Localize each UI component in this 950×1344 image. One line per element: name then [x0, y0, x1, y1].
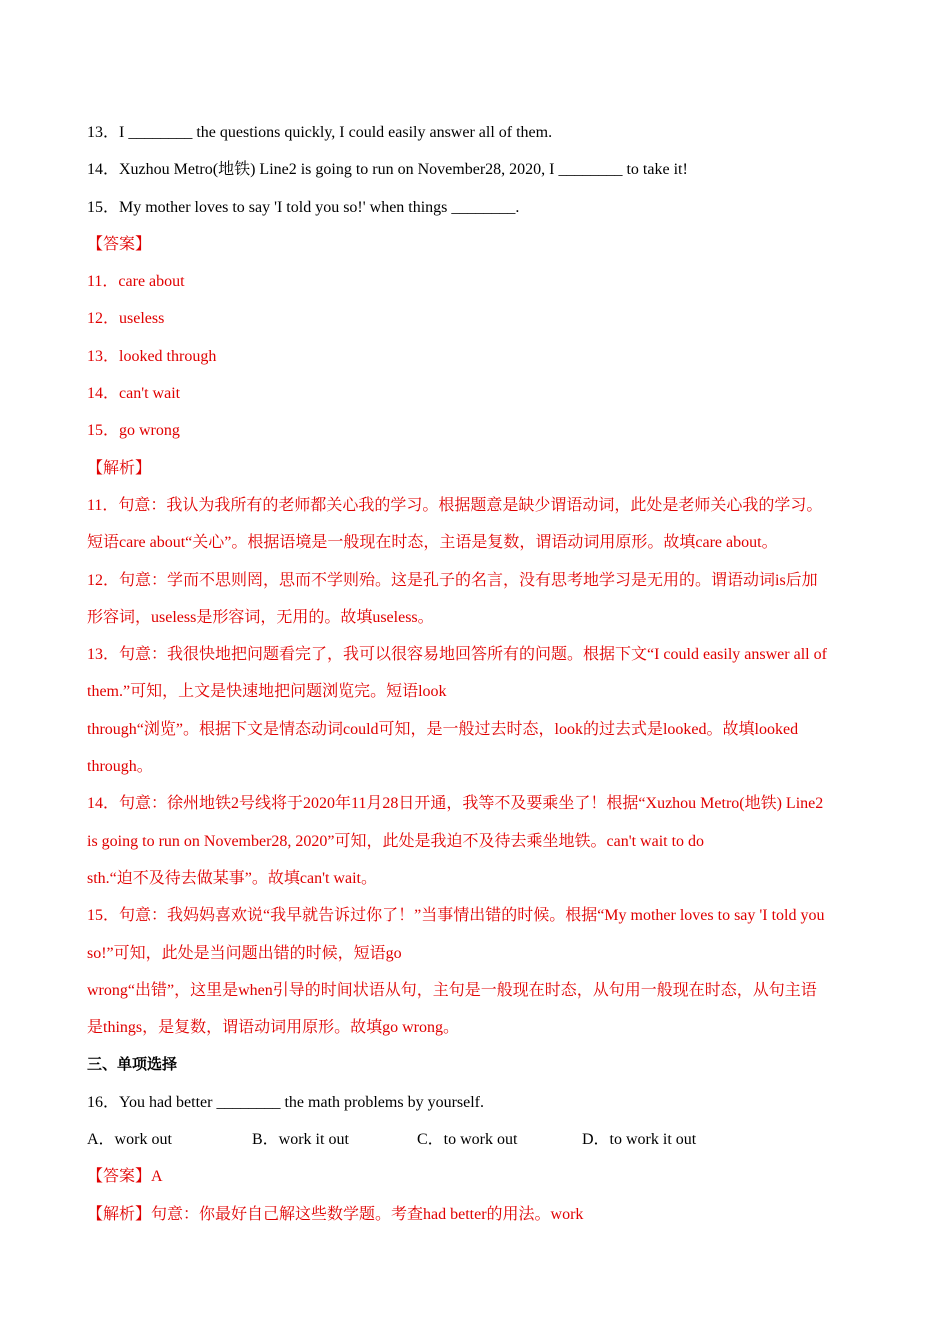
analysis-label: 【解析】 [87, 459, 152, 477]
answer-label: 【答案】 [87, 235, 152, 253]
analysis-line: 是things，是复数，谓语动词用原形。故填go wrong。 [87, 1019, 460, 1037]
answer-16-label: 【答案】 [87, 1168, 152, 1186]
analysis-line: them.”可知，上文是快速地把问题浏览完。短语look [87, 683, 447, 701]
answer-16-value: A [151, 1168, 163, 1186]
analysis-line: sth.“迫不及待去做某事”。故填can't wait。 [87, 869, 377, 887]
analysis-line: 11．句意：我认为我所有的老师都关心我的学习。根据题意是缺少谓语动词，此处是老师关心我的学习。 [87, 496, 823, 514]
document-content [87, 114, 877, 1233]
question-14: 14．Xuzhou Metro(地铁) Line2 is going to run on November28, 2020, I ________ to take it! [87, 161, 688, 179]
answer-14: 14．can't wait [87, 385, 181, 403]
analysis-line: 15．句意：我妈妈喜欢说“我早就告诉过你了！”当事情出错的时候。根据“My mother loves to say 'I told you [87, 907, 825, 925]
answer-13: 13．looked through [87, 347, 217, 365]
analysis-line: 14．句意：徐州地铁2号线将于2020年11月28日开通，我等不及要乘坐了！根据“Xuzhou Metro(地铁) Line2 [87, 795, 824, 813]
question-16: 16．You had better ________ the math problems by yourself. [87, 1093, 484, 1111]
question-13: 13．I ________ the questions quickly, I could easily answer all of them. [87, 124, 553, 141]
analysis-line: 短语care about“关心”。根据语境是一般现在时态，主语是复数，谓语动词用原形。故填care about。 [87, 534, 778, 552]
answer-11: 11．care about [87, 273, 185, 291]
option-c: C．to work out [417, 1131, 518, 1149]
analysis-16 [87, 1196, 877, 1233]
answer-15: 15．go wrong [87, 422, 180, 440]
analysis-line: 形容词，useless是形容词，无用的。故填useless。 [87, 608, 434, 626]
analysis-line: through“浏览”。根据下文是情态动词could可知，是一般过去时态，look的过去式是looked。故填looked [87, 720, 799, 738]
option-b: B．work it out [252, 1131, 349, 1149]
options-row [87, 1121, 877, 1158]
answer-12: 12．useless [87, 310, 165, 328]
analysis-line: so!”可知，此处是当问题出错的时候，短语go [87, 944, 402, 962]
section-heading: 三、单项选择 [87, 1055, 178, 1074]
option-d: D．to work it out [582, 1131, 697, 1149]
option-a: A．work out [87, 1131, 172, 1149]
analysis-16-text: 句意：你最好自己解这些数学题。考查had better的用法。work [151, 1205, 584, 1223]
analysis-line: through。 [87, 758, 153, 776]
question-15: 15．My mother loves to say 'I told you so!' when things ________. [87, 198, 520, 216]
answer-16 [87, 1158, 877, 1195]
analysis-line: 12．句意：学而不思则罔，思而不学则殆。这是孔子的名言，没有思考地学习是无用的。谓语动词is后加 [87, 571, 818, 589]
analysis-line: is going to run on November28, 2020”可知，此处是我迫不及待去乘坐地铁。can't wait to do [87, 832, 705, 850]
analysis-16-label: 【解析】 [87, 1205, 152, 1223]
analysis-line: 13．句意：我很快地把问题看完了，我可以很容易地回答所有的问题。根据下文“I could easily answer all of [87, 646, 827, 664]
analysis-line: wrong“出错”，这里是when引导的时间状语从句，主句是一般现在时态，从句用一般现在时态，从句主语 [87, 981, 817, 999]
